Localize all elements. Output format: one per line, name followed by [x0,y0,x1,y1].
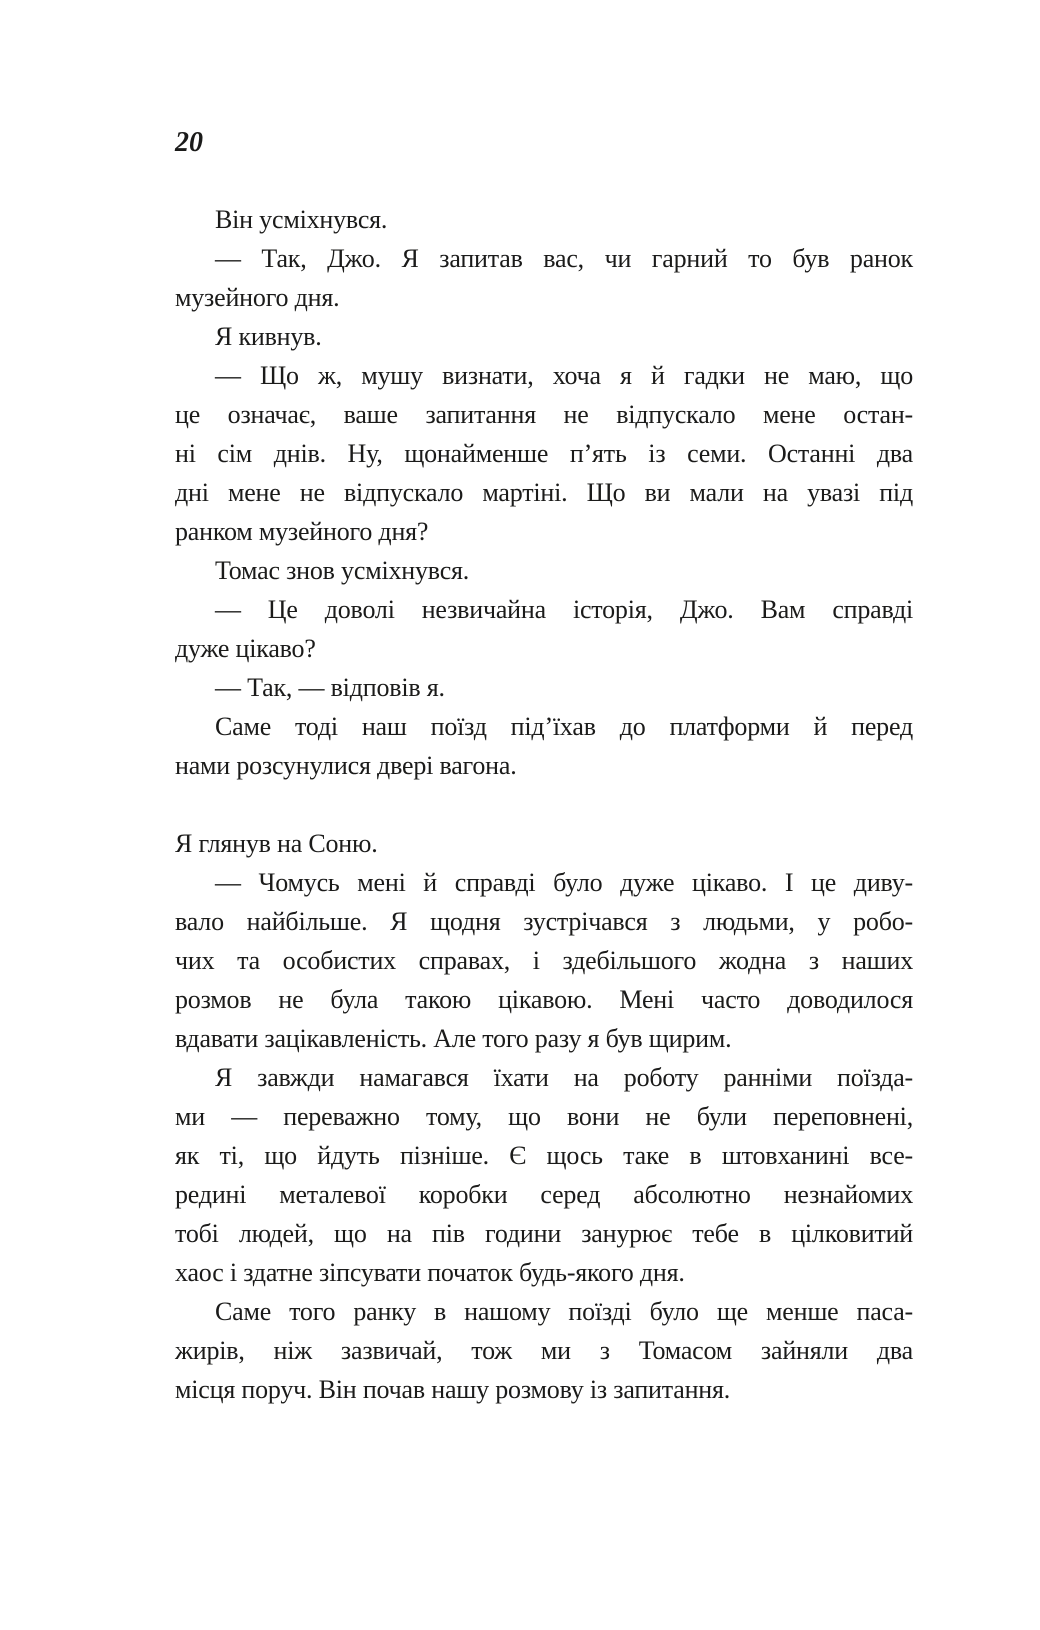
text-line: ранком музейного дня? [175,517,429,546]
paragraph [175,707,913,785]
text-line: чих та особистих справах, і здебільшого жодна з наших [175,946,913,975]
text-line: — Чомусь мені й справді було дуже цікаво. І це диву- [215,868,913,897]
paragraph [175,239,913,317]
text-line: нами розсунулися двері вагона. [175,751,517,780]
paragraph [175,551,913,590]
body-text-block [175,200,913,1409]
text-line: це означає, ваше запитання не відпускало мене остан- [175,400,913,429]
text-line: Він усміхнувся. [215,205,388,234]
page-number: 20 [175,127,203,158]
text-line: вало найбільше. Я щодня зустрічався з людьми, у робо- [175,907,913,936]
paragraph [175,356,913,551]
text-line: — Так, Джо. Я запитав вас, чи гарний то був ранок [215,244,913,273]
paragraph [175,317,913,356]
text-line: тобі людей, що на пів години занурює тебе в цілковитий [175,1219,913,1248]
text-line: дуже цікаво? [175,634,316,663]
text-line: Я завжди намагався їхати на роботу ранніми поїзда- [215,1063,913,1092]
paragraph [175,200,913,239]
text-line: Томас знов усміхнувся. [215,556,470,585]
text-line: музейного дня. [175,283,340,312]
paragraph [175,1292,913,1409]
text-line: — Так, — відповів я. [215,673,445,702]
text-line: як ті, що йдуть пізніше. Є щось таке в штовханині все- [175,1141,913,1170]
text-line: вдавати зацікавленість. Але того разу я був щирим. [175,1024,732,1053]
text-line: хаос і здатне зіпсувати початок будь-якого дня. [175,1258,685,1287]
text-line: — Це доволі незвичайна історія, Джо. Вам справді [215,595,913,624]
text-line: розмов не була такою цікавою. Мені часто доводилося [175,985,913,1014]
text-line: жирів, ніж зазвичай, тож ми з Томасом зайняли два [175,1336,913,1365]
text-line: Саме тоді наш поїзд під’їхав до платформи й перед [215,712,913,741]
text-line: ні сім днів. Ну, щонайменше п’ять із семи. Останні два [175,439,913,468]
paragraph [175,1058,913,1292]
text-line: — Що ж, мушу визнати, хоча я й гадки не маю, що [215,361,913,390]
paragraph [175,668,913,707]
text-line: Я глянув на Соню. [175,829,378,858]
paragraph [175,824,913,863]
text-line: ми — переважно тому, що вони не були переповнені, [175,1102,913,1131]
text-line: місця поруч. Він почав нашу розмову із запитання. [175,1375,731,1404]
text-line: Саме того ранку в нашому поїзді було ще менше паса- [215,1297,913,1326]
paragraph [175,590,913,668]
text-line: редині металевої коробки серед абсолютно незнайомих [175,1180,913,1209]
paragraph [175,863,913,1058]
text-line: Я кивнув. [215,322,322,351]
text-line: дні мене не відпускало мартіні. Що ви мали на увазі під [175,478,913,507]
